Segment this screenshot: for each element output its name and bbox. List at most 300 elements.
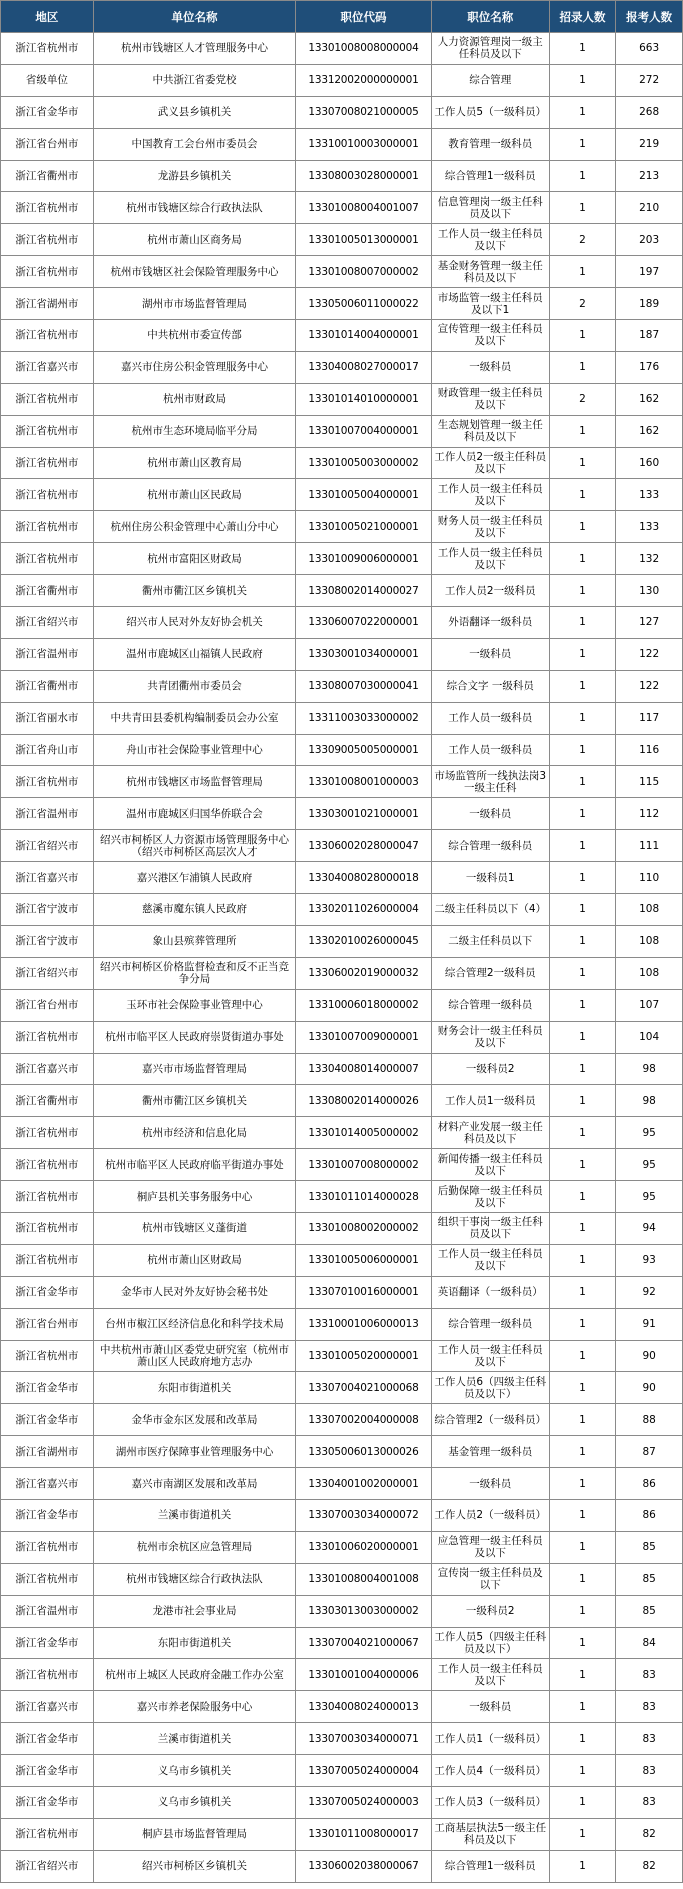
- hiring-count-cell-text: 1: [579, 680, 586, 693]
- table-row: [1, 670, 683, 702]
- unit-name-cell-text: 桐庐县市场监督管理局: [141, 1828, 247, 1841]
- applicant-count-cell: [616, 1181, 683, 1213]
- region-cell-text: 浙江省金华市: [15, 1636, 79, 1649]
- position-code-cell: [296, 894, 432, 926]
- position-name-cell: [431, 925, 549, 957]
- table-row: [1, 1595, 683, 1627]
- region-cell-text: 浙江省杭州市: [15, 552, 79, 565]
- applicant-count-cell-text: 110: [639, 871, 660, 884]
- region-cell-text: 浙江省金华市: [15, 1732, 79, 1745]
- unit-name-cell-text: 杭州市萧山区商务局: [147, 233, 242, 246]
- unit-name-cell-text: 杭州市上城区人民政府金融工作办公室: [105, 1668, 284, 1681]
- applicant-count-cell: [616, 1755, 683, 1787]
- applicant-count-cell-text: 92: [642, 1286, 656, 1299]
- position-name-cell: [431, 383, 549, 415]
- applicant-count-cell-text: 108: [639, 967, 660, 980]
- header-hiring-count: 招录人数: [549, 1, 616, 33]
- hiring-count-cell: [549, 766, 616, 798]
- position-name-cell: [431, 1499, 549, 1531]
- applicant-count-cell: [616, 1531, 683, 1563]
- hiring-count-cell: [549, 1117, 616, 1149]
- hiring-count-cell: [549, 862, 616, 894]
- unit-name-cell-text: 兰溪市街道机关: [157, 1732, 232, 1745]
- region-cell: [1, 957, 94, 989]
- hiring-count-cell-text: 1: [579, 74, 586, 87]
- position-name-cell: [431, 702, 549, 734]
- position-name-cell: [431, 830, 549, 862]
- applicant-count-cell-text: 112: [639, 807, 660, 820]
- unit-name-cell: [93, 1755, 295, 1787]
- position-code-cell: [296, 798, 432, 830]
- table-row: [1, 192, 683, 224]
- table-row: [1, 511, 683, 543]
- region-cell: [1, 894, 94, 926]
- table-row: [1, 224, 683, 256]
- unit-name-cell-text: 湖州市市场监督管理局: [141, 297, 247, 310]
- applicant-count-cell-text: 95: [642, 1126, 656, 1139]
- unit-name-cell: [93, 415, 295, 447]
- position-code-cell: [296, 575, 432, 607]
- position-code-cell-text: 13301007004000001: [308, 425, 419, 438]
- hiring-count-cell: [549, 1308, 616, 1340]
- hiring-count-cell-text: 1: [579, 1509, 586, 1522]
- hiring-count-cell: [549, 320, 616, 352]
- applicant-count-cell: [616, 1436, 683, 1468]
- position-name-cell-text: 综合管理2（一级科员）: [434, 1413, 547, 1426]
- position-name-cell-text: 基金管理一级科员: [448, 1445, 533, 1458]
- hiring-count-cell-text: 1: [579, 584, 586, 597]
- hiring-count-cell: [549, 1085, 616, 1117]
- position-code-cell-text: 13310001006000013: [308, 1318, 419, 1331]
- hiring-count-cell-text: 1: [579, 807, 586, 820]
- position-code-cell: [296, 670, 432, 702]
- table-row: [1, 288, 683, 320]
- position-code-cell-text: 13305006013000026: [308, 1445, 419, 1458]
- hiring-count-cell-text: 1: [579, 1062, 586, 1075]
- unit-name-cell: [93, 1085, 295, 1117]
- applicant-count-cell: [616, 1404, 683, 1436]
- hiring-count-cell-text: 1: [579, 1286, 586, 1299]
- position-name-cell: [431, 1818, 549, 1850]
- hiring-count-cell: [549, 1436, 616, 1468]
- hiring-count-cell-text: 1: [579, 1828, 586, 1841]
- position-name-cell-text: 综合管理1一级科员: [444, 1860, 536, 1873]
- unit-name-cell: [93, 288, 295, 320]
- table-row: [1, 1691, 683, 1723]
- applicant-count-cell-text: 82: [642, 1860, 656, 1873]
- region-cell: [1, 128, 94, 160]
- position-name-cell: [431, 479, 549, 511]
- region-cell: [1, 1755, 94, 1787]
- position-code-cell: [296, 256, 432, 288]
- region-cell: [1, 256, 94, 288]
- position-name-cell: [431, 1149, 549, 1181]
- unit-name-cell-text: 杭州市萧山区民政局: [147, 488, 242, 501]
- region-cell: [1, 1499, 94, 1531]
- position-name-cell: [431, 638, 549, 670]
- position-code-cell-text: 13301006020000001: [308, 1541, 419, 1554]
- region-cell-text: 浙江省台州市: [15, 138, 79, 151]
- hiring-count-cell-text: 1: [579, 329, 586, 342]
- region-cell-text: 浙江省温州市: [15, 1605, 79, 1618]
- unit-name-cell: [93, 1659, 295, 1691]
- unit-name-cell-text: 共青团衢州市委员会: [147, 680, 242, 693]
- applicant-count-cell-text: 85: [642, 1605, 656, 1618]
- applicant-count-cell: [616, 1659, 683, 1691]
- unit-name-cell: [93, 1468, 295, 1500]
- position-code-cell: [296, 128, 432, 160]
- region-cell-text: 浙江省嘉兴市: [15, 361, 79, 374]
- hiring-count-cell: [549, 1244, 616, 1276]
- position-code-cell: [296, 415, 432, 447]
- region-cell-text: 浙江省金华市: [15, 1286, 79, 1299]
- applicant-count-cell: [616, 702, 683, 734]
- region-cell-text: 浙江省嘉兴市: [15, 871, 79, 884]
- position-name-cell-text: 二级主任科员以下: [448, 935, 533, 948]
- region-cell-text: 浙江省金华市: [15, 1413, 79, 1426]
- applicant-count-cell-text: 176: [639, 361, 660, 374]
- applicant-count-cell: [616, 957, 683, 989]
- position-code-cell: [296, 702, 432, 734]
- unit-name-cell: [93, 1372, 295, 1404]
- table-row: [1, 894, 683, 926]
- position-name-cell-text: 工作人员一级主任科员及以下: [437, 546, 543, 571]
- region-cell-text: 浙江省绍兴市: [15, 839, 79, 852]
- position-code-cell: [296, 1499, 432, 1531]
- applicant-count-cell-text: 83: [642, 1700, 656, 1713]
- unit-name-cell: [93, 957, 295, 989]
- region-cell: [1, 1786, 94, 1818]
- applicant-count-cell-text: 95: [642, 1190, 656, 1203]
- hiring-count-cell: [549, 925, 616, 957]
- region-cell: [1, 415, 94, 447]
- unit-name-cell: [93, 479, 295, 511]
- applicant-count-cell-text: 98: [642, 1062, 656, 1075]
- unit-name-cell: [93, 1212, 295, 1244]
- position-name-cell: [431, 1531, 549, 1563]
- region-cell: [1, 1308, 94, 1340]
- unit-name-cell: [93, 1563, 295, 1595]
- region-cell: [1, 1691, 94, 1723]
- position-code-cell: [296, 989, 432, 1021]
- position-name-cell-text: 工作人员4（一级科员）: [434, 1764, 547, 1777]
- position-code-cell: [296, 64, 432, 96]
- unit-name-cell: [93, 766, 295, 798]
- position-name-cell: [431, 224, 549, 256]
- region-cell-text: 浙江省杭州市: [15, 1126, 79, 1139]
- hiring-count-cell-text: 1: [579, 42, 586, 55]
- hiring-count-cell: [549, 734, 616, 766]
- position-code-cell-text: 13301005020000001: [308, 1349, 419, 1362]
- unit-name-cell: [93, 256, 295, 288]
- position-code-cell-text: 13307003034000072: [308, 1509, 419, 1522]
- position-name-cell: [431, 1627, 549, 1659]
- position-code-cell-text: 13307002004000008: [308, 1413, 419, 1426]
- region-cell-text: 浙江省杭州市: [15, 1349, 79, 1362]
- position-name-cell-text: 一级科员: [469, 648, 512, 661]
- region-cell-text: 浙江省杭州市: [15, 1158, 79, 1171]
- region-cell-text: 浙江省金华市: [15, 106, 79, 119]
- hiring-count-cell-text: 1: [579, 967, 586, 980]
- applicant-count-cell-text: 162: [639, 393, 660, 406]
- position-code-cell: [296, 511, 432, 543]
- position-code-cell: [296, 96, 432, 128]
- table-row: [1, 320, 683, 352]
- hiring-count-cell: [549, 447, 616, 479]
- region-cell-text: 浙江省杭州市: [15, 1222, 79, 1235]
- unit-name-cell-text: 龙游县乡镇机关: [157, 170, 232, 182]
- table-row: [1, 415, 683, 447]
- position-code-cell-text: 13304001002000001: [308, 1477, 419, 1490]
- unit-name-cell: [93, 1723, 295, 1755]
- hiring-count-cell: [549, 224, 616, 256]
- header-unit-name: 单位名称: [93, 1, 295, 33]
- position-code-cell-text: 13306002019000032: [308, 967, 419, 980]
- region-cell: [1, 925, 94, 957]
- region-cell-text: 浙江省衢州市: [15, 170, 79, 182]
- position-code-cell: [296, 925, 432, 957]
- unit-name-cell-text: 杭州市临平区人民政府崇贤街道办事处: [105, 1031, 284, 1044]
- unit-name-cell: [93, 1531, 295, 1563]
- hiring-count-cell: [549, 160, 616, 192]
- unit-name-cell-text: 杭州市钱塘区市场监督管理局: [126, 775, 263, 788]
- unit-name-cell-text: 嘉兴市市场监督管理局: [141, 1062, 247, 1075]
- applicant-count-cell: [616, 351, 683, 383]
- hiring-count-cell: [549, 1021, 616, 1053]
- table-row: [1, 1468, 683, 1500]
- table-row: [1, 160, 683, 192]
- unit-name-cell-text: 杭州市富阳区财政局: [147, 552, 242, 565]
- position-name-cell-text: 宣传管理一级主任科员及以下: [437, 323, 543, 348]
- hiring-count-cell-text: 1: [579, 265, 586, 278]
- table-row: [1, 1340, 683, 1372]
- unit-name-cell: [93, 1627, 295, 1659]
- position-name-cell-text: 应急管理一级主任科员及以下: [437, 1535, 543, 1560]
- region-cell-text: 浙江省衢州市: [15, 680, 79, 693]
- position-code-cell: [296, 288, 432, 320]
- position-code-cell-text: 13301008004001008: [308, 1573, 419, 1586]
- applicant-count-cell: [616, 192, 683, 224]
- hiring-count-cell-text: 1: [579, 1732, 586, 1745]
- hiring-count-cell: [549, 511, 616, 543]
- applicant-count-cell-text: 210: [639, 201, 660, 214]
- position-name-cell: [431, 256, 549, 288]
- unit-name-cell: [93, 96, 295, 128]
- region-cell-text: 浙江省金华市: [15, 1764, 79, 1777]
- hiring-count-cell-text: 1: [579, 1541, 586, 1554]
- hiring-count-cell: [549, 575, 616, 607]
- applicant-count-cell: [616, 925, 683, 957]
- position-code-cell-text: 13302011026000004: [308, 903, 419, 916]
- region-cell: [1, 1595, 94, 1627]
- unit-name-cell-text: 桐庐县机关事务服务中心: [136, 1190, 253, 1203]
- region-cell-text: 浙江省杭州市: [15, 775, 79, 788]
- position-code-cell-text: 13311003033000002: [308, 712, 419, 725]
- position-name-cell-text: 综合管理: [469, 74, 512, 87]
- position-code-cell-text: 13301014005000002: [308, 1126, 419, 1139]
- position-code-cell: [296, 1244, 432, 1276]
- applicant-count-cell: [616, 1723, 683, 1755]
- region-cell: [1, 511, 94, 543]
- region-cell: [1, 1244, 94, 1276]
- applicant-count-cell-text: 219: [639, 138, 660, 151]
- region-cell-text: 浙江省杭州市: [15, 457, 79, 470]
- region-cell: [1, 33, 94, 65]
- hiring-count-cell: [549, 1691, 616, 1723]
- position-name-cell-text: 生态规划管理一级主任科员及以下: [437, 419, 543, 444]
- unit-name-cell: [93, 160, 295, 192]
- hiring-count-cell-text: 1: [579, 1605, 586, 1618]
- position-code-cell-text: 13308002014000027: [308, 584, 419, 597]
- unit-name-cell-text: 杭州市经济和信息化局: [141, 1126, 247, 1139]
- region-cell-text: 浙江省杭州市: [15, 488, 79, 501]
- unit-name-cell-text: 中共杭州市萧山区委党史研究室（杭州市萧山区人民政府地方志办: [99, 1343, 289, 1368]
- region-cell-text: 浙江省宁波市: [15, 935, 79, 948]
- applicant-count-cell: [616, 64, 683, 96]
- unit-name-cell-text: 台州市椒江区经济信息化和科学技术局: [105, 1318, 284, 1331]
- position-name-cell-text: 综合管理2一级科员: [444, 967, 536, 980]
- unit-name-cell-text: 义乌市乡镇机关: [157, 1764, 232, 1777]
- position-name-cell-text: 工作人员2一级主任科员及以下: [434, 451, 547, 476]
- position-name-cell: [431, 351, 549, 383]
- position-name-cell: [431, 1308, 549, 1340]
- hiring-count-cell: [549, 1531, 616, 1563]
- position-name-cell-text: 组织干事岗一级主任科员及以下: [437, 1216, 543, 1241]
- region-cell: [1, 1723, 94, 1755]
- applicant-count-cell-text: 90: [642, 1349, 656, 1362]
- position-name-cell: [431, 192, 549, 224]
- position-code-cell: [296, 1117, 432, 1149]
- unit-name-cell-text: 杭州市钱塘区综合行政执法队: [126, 201, 263, 214]
- table-row: [1, 607, 683, 639]
- unit-name-cell-text: 杭州市萧山区教育局: [147, 457, 242, 470]
- unit-name-cell-text: 杭州住房公积金管理中心萧山分中心: [110, 520, 279, 533]
- region-cell-text: 浙江省台州市: [15, 1318, 79, 1331]
- applicant-count-cell-text: 95: [642, 1158, 656, 1171]
- hiring-count-cell: [549, 1404, 616, 1436]
- position-name-cell-text: 工作人员1一级科员: [444, 1094, 536, 1107]
- region-cell: [1, 447, 94, 479]
- table-row: [1, 1786, 683, 1818]
- position-name-cell-text: 工作人员一级主任科员及以下: [437, 1343, 543, 1368]
- position-code-cell: [296, 766, 432, 798]
- applicant-count-cell: [616, 1691, 683, 1723]
- unit-name-cell-text: 杭州市余杭区应急管理局: [136, 1541, 253, 1554]
- region-cell: [1, 1436, 94, 1468]
- hiring-count-cell: [549, 128, 616, 160]
- unit-name-cell-text: 中国教育工会台州市委员会: [131, 138, 258, 151]
- unit-name-cell-text: 金华市金东区发展和改革局: [131, 1413, 258, 1426]
- position-name-cell-text: 一级科员: [469, 1477, 512, 1490]
- applicant-count-cell: [616, 607, 683, 639]
- hiring-count-cell-text: 1: [579, 425, 586, 438]
- position-code-cell-text: 13301005006000001: [308, 1254, 419, 1267]
- hiring-count-cell-text: 1: [579, 106, 586, 119]
- position-code-cell-text: 13301008007000002: [308, 265, 419, 278]
- position-code-cell: [296, 543, 432, 575]
- applicant-count-cell-text: 162: [639, 425, 660, 438]
- applicant-count-cell-text: 83: [642, 1732, 656, 1745]
- applicant-count-cell: [616, 638, 683, 670]
- position-name-cell-text: 工作人员1（一级科员）: [434, 1732, 547, 1745]
- region-cell: [1, 1053, 94, 1085]
- unit-name-cell-text: 象山县殡葬管理所: [152, 935, 237, 948]
- unit-name-cell-text: 衢州市衢江区乡镇机关: [141, 1094, 247, 1107]
- applicant-count-cell: [616, 320, 683, 352]
- unit-name-cell-text: 绍兴市人民对外友好协会机关: [126, 616, 263, 629]
- unit-name-cell: [93, 607, 295, 639]
- unit-name-cell: [93, 64, 295, 96]
- applicant-count-cell: [616, 1563, 683, 1595]
- applicant-count-cell-text: 127: [639, 616, 660, 629]
- position-name-cell: [431, 1117, 549, 1149]
- position-code-cell: [296, 447, 432, 479]
- unit-name-cell-text: 温州市鹿城区山福镇人民政府: [126, 648, 263, 661]
- applicant-count-cell-text: 203: [639, 233, 660, 246]
- hiring-count-cell-text: 1: [579, 1031, 586, 1044]
- position-name-cell: [431, 1181, 549, 1213]
- applicant-count-cell-text: 122: [639, 648, 660, 661]
- position-code-cell: [296, 1181, 432, 1213]
- table-row: [1, 638, 683, 670]
- position-name-cell: [431, 1755, 549, 1787]
- position-name-cell: [431, 1786, 549, 1818]
- applicant-count-cell: [616, 1053, 683, 1085]
- unit-name-cell-text: 绍兴市柯桥区乡镇机关: [141, 1860, 247, 1873]
- hiring-count-cell: [549, 1212, 616, 1244]
- table-row: [1, 1308, 683, 1340]
- unit-name-cell: [93, 543, 295, 575]
- applicant-count-cell-text: 93: [642, 1254, 656, 1267]
- hiring-count-cell-text: 1: [579, 1668, 586, 1681]
- position-name-cell: [431, 543, 549, 575]
- applicant-count-cell-text: 133: [639, 488, 660, 501]
- applicant-count-cell-text: 104: [639, 1031, 660, 1044]
- applicant-count-cell-text: 122: [639, 680, 660, 693]
- hiring-count-cell-text: 1: [579, 744, 586, 757]
- unit-name-cell-text: 杭州市财政局: [162, 393, 226, 406]
- applicant-count-cell: [616, 1850, 683, 1882]
- unit-name-cell-text: 东阳市街道机关: [157, 1636, 232, 1649]
- unit-name-cell: [93, 224, 295, 256]
- position-code-cell: [296, 862, 432, 894]
- hiring-count-cell: [549, 1149, 616, 1181]
- position-code-cell-text: 13301001004000006: [308, 1668, 419, 1681]
- position-name-cell-text: 综合管理一级科员: [448, 839, 533, 852]
- applicant-count-cell: [616, 862, 683, 894]
- position-code-cell: [296, 1531, 432, 1563]
- applicant-count-cell-text: 187: [639, 329, 660, 342]
- position-name-cell: [431, 1723, 549, 1755]
- region-cell: [1, 64, 94, 96]
- table-row: [1, 33, 683, 65]
- applicant-count-cell-text: 98: [642, 1094, 656, 1107]
- applicant-count-cell-text: 116: [639, 744, 660, 757]
- position-name-cell: [431, 1595, 549, 1627]
- applicant-count-cell-text: 94: [642, 1222, 656, 1235]
- position-code-cell: [296, 224, 432, 256]
- position-name-cell: [431, 1404, 549, 1436]
- hiring-count-cell: [549, 798, 616, 830]
- table-row: [1, 798, 683, 830]
- region-cell-text: 浙江省杭州市: [15, 1573, 79, 1586]
- position-code-cell-text: 13304008024000013: [308, 1700, 419, 1713]
- region-cell-text: 浙江省嘉兴市: [15, 1700, 79, 1713]
- position-name-cell-text: 市场监管一级主任科员及以下1: [437, 291, 543, 316]
- region-cell-text: 浙江省湖州市: [15, 297, 79, 310]
- region-cell-text: 浙江省杭州市: [15, 520, 79, 533]
- position-code-cell: [296, 1436, 432, 1468]
